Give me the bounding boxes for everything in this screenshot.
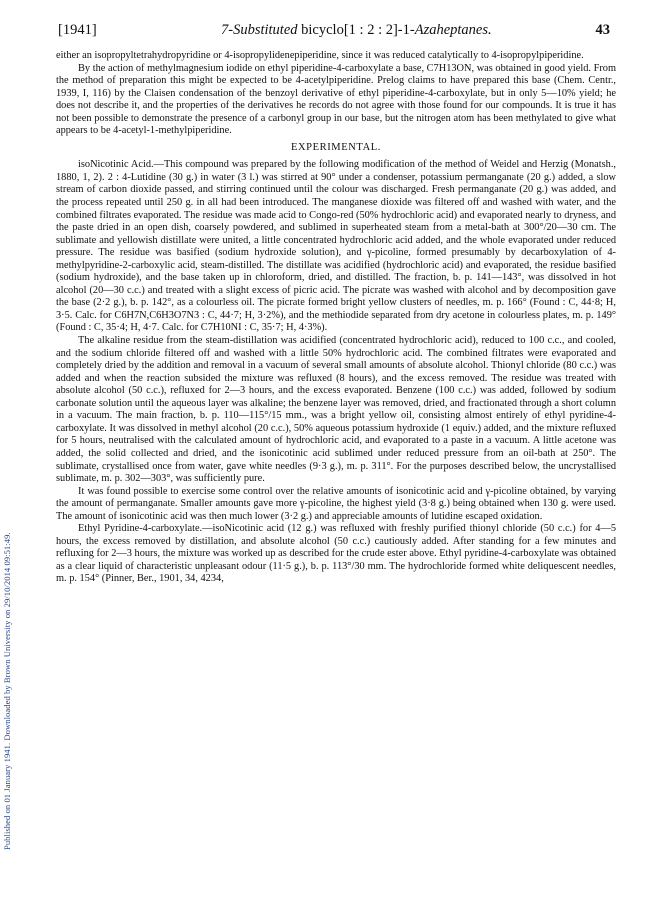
header-title-prefix: 7-Substituted (221, 22, 298, 38)
paragraph: The alkaline residue from the steam-distillation was acidified (concentrated hydrochloric acid), reduced to 100 c.c., and cooled, and the sodium chloride filtered off and washed with a little 50% hydrochloric acid. The combined filtrates were evaporated and completely dried by the addition and removal in a vacuum of several small amounts of absolute alcohol. Thionyl chloride (80 c.c.) was added and when the reaction subsided the mixture was refluxed (8 hours), and the excess removed. The residue was treated with absolute alcohol (50 c.c.), refluxed for 2—3 hours, and the excess evaporated. Benzene (100 c.c.) was added, followed by sodium carbonate solution until the aqueous layer was alkaline; the benzene layer was removed, dried, and fractionated through a short column in a vacuum. The main fraction, b. p. 110—115°/15 mm., was a bright yellow oil, consisting almost entirely of ethyl pyridine-4-carboxylate. It was dissolved in methyl alcohol (20 c.c.), 50% aqueous potassium hydroxide (1 equiv.) added, and the mixture refluxed for 5 hours, neutralised with the calculated amount of hydrochloric acid, and evaporated to a paste in a vacuum. A little acetone was added, the solid collected and dried, and the isonicotinic acid sublimed under reduced pressure from an oil-bath at 250°. The sublimate, crystallised once from water, gave white needles (9·3 g.), m. p. 311°. For the purposes described below, the uncrystallised sublimate, m. p. 302—303°, was sufficiently pure. (56, 335, 616, 485)
download-watermark-text: Published on 01 January 1941. Downloaded by Brown University on 29/10/2014 09:51:49. (2, 532, 12, 850)
header-title (221, 22, 492, 39)
paragraph: isoNicotinic Acid.—This compound was prepared by the following modification of the method of Weidel and Herzig (Monatsh., 1880, 1, 2). 2 : 4-Lutidine (30 g.) in water (3 l.) was stirred at 90° under a condenser, potassium permanganate (20 g.) added, a slow stream of carbon dioxide passed, and stirring continued until the colour was discharged. Fresh permanganate (20 g.) was added, and the process repeated until 250 g. in all had been introduced. The manganese dioxide was filtered off and washed with water, and the combined filtrates evaporated. The residue was made acid to Congo-red (50% hydrochloric acid) and evaporated nearly to dryness, and the paste dried in an open dish, coarsely powdered, and sublimed in superheated steam from a metal-bath at 300°/20—30 cm. The sublimate and yellowish distillate were united, a little concentrated hydrochloric acid added, and the whole evaporated under reduced pressure. The residue was basified (sodium hydroxide solution), and γ-picoline, formed presumably by decarboxylation of 4-methylpyridine-2-carboxylic acid, steam-distilled. The distillate was acidified (hydrochloric acid) and evaporated, the residue basified (sodium hydroxide), and the base taken up in chloroform, dried, and distilled. The fraction, b. p. 141—143°, was dissolved in hot alcohol (20—30 c.c.) and treated with a slight excess of picric acid. The picrate was washed with alcohol and by decomposition gave the base (2·2 g.), b. p. 142°, as a colourless oil. The picrate formed bright yellow clusters of needles, m. p. 166° (Found : C, 44·8; H, 3·5. Calc. for C6H7N,C6H3O7N3 : C, 44·7; H, 3·2%), and the methiodide separated from dry acetone in colourless plates, m. p. 149° (Found : C, 35·4; H, 4·7. Calc. for C7H10NI : C, 35·7; H, 4·3%). (56, 159, 616, 334)
paragraph: By the action of methylmagnesium iodide on ethyl piperidine-4-carboxylate a base, C7H13ON, was obtained in good yield. From the method of preparation this might be expected to be 4-acetylpiperidine. Prelog claims to have prepared this base (Chem. Centr., 1939, I, 116) by the Claisen condensation of the benzoyl derivative of ethyl piperidine-4-carboxylate, but in only 5—10% yield; he does not describe it, and the properties of the derivatives he records do not agree with those found for our compounds. It is true it has not been possible to demonstrate the presence of a carbonyl group in our base, but the nitrogen atom has been methylated to give what appears to be 4-acetyl-1-methylpiperidine. (56, 62, 616, 137)
paragraph: Ethyl Pyridine-4-carboxylate.—isoNicotinic acid (12 g.) was refluxed with freshly purified thionyl chloride (50 c.c.) for 4—5 hours, the excess removed by distillation, and absolute alcohol (50 c.c.) cautiously added. After standing for a few minutes and refluxing for 2—3 hours, the mixture was worked up as described for the crude ester above. Ethyl pyridine-4-carboxylate was obtained as a clear liquid of characteristic unpleasant odour (11·5 g.), b. p. 113°/30 mm. The hydrochloride formed white deliquescent needles, m. p. 154° (Pinner, Ber., 1901, 34, 4234, (56, 523, 616, 585)
article-body (56, 50, 616, 586)
page (56, 22, 616, 586)
section-heading: EXPERIMENTAL. (290, 141, 382, 153)
running-header (56, 22, 616, 44)
paragraph: It was found possible to exercise some control over the relative amounts of isonicotinic acid and γ-picoline obtained, by varying the amount of permanganate. Smaller amounts gave more γ-picoline, the highest yield (3·8 g.) being obtained when 130 g. were used. The amount of isonicotinic acid was then much lower (3·2 g.) and appreciable amounts of lutidine escaped oxidation. (56, 485, 616, 522)
header-title-main: bicyclo[1 : 2 : 2]-1- (297, 22, 415, 38)
download-watermark (2, 150, 16, 850)
header-year: [1941] (58, 22, 97, 38)
header-title-suffix: Azaheptanes. (414, 22, 492, 38)
page-number: 43 (595, 22, 610, 38)
paragraph: either an isopropyltetrahydropyridine or 4-isopropylidenepiperidine, since it was reduced catalytically to 4-isopropylpiperidine. (56, 50, 584, 61)
